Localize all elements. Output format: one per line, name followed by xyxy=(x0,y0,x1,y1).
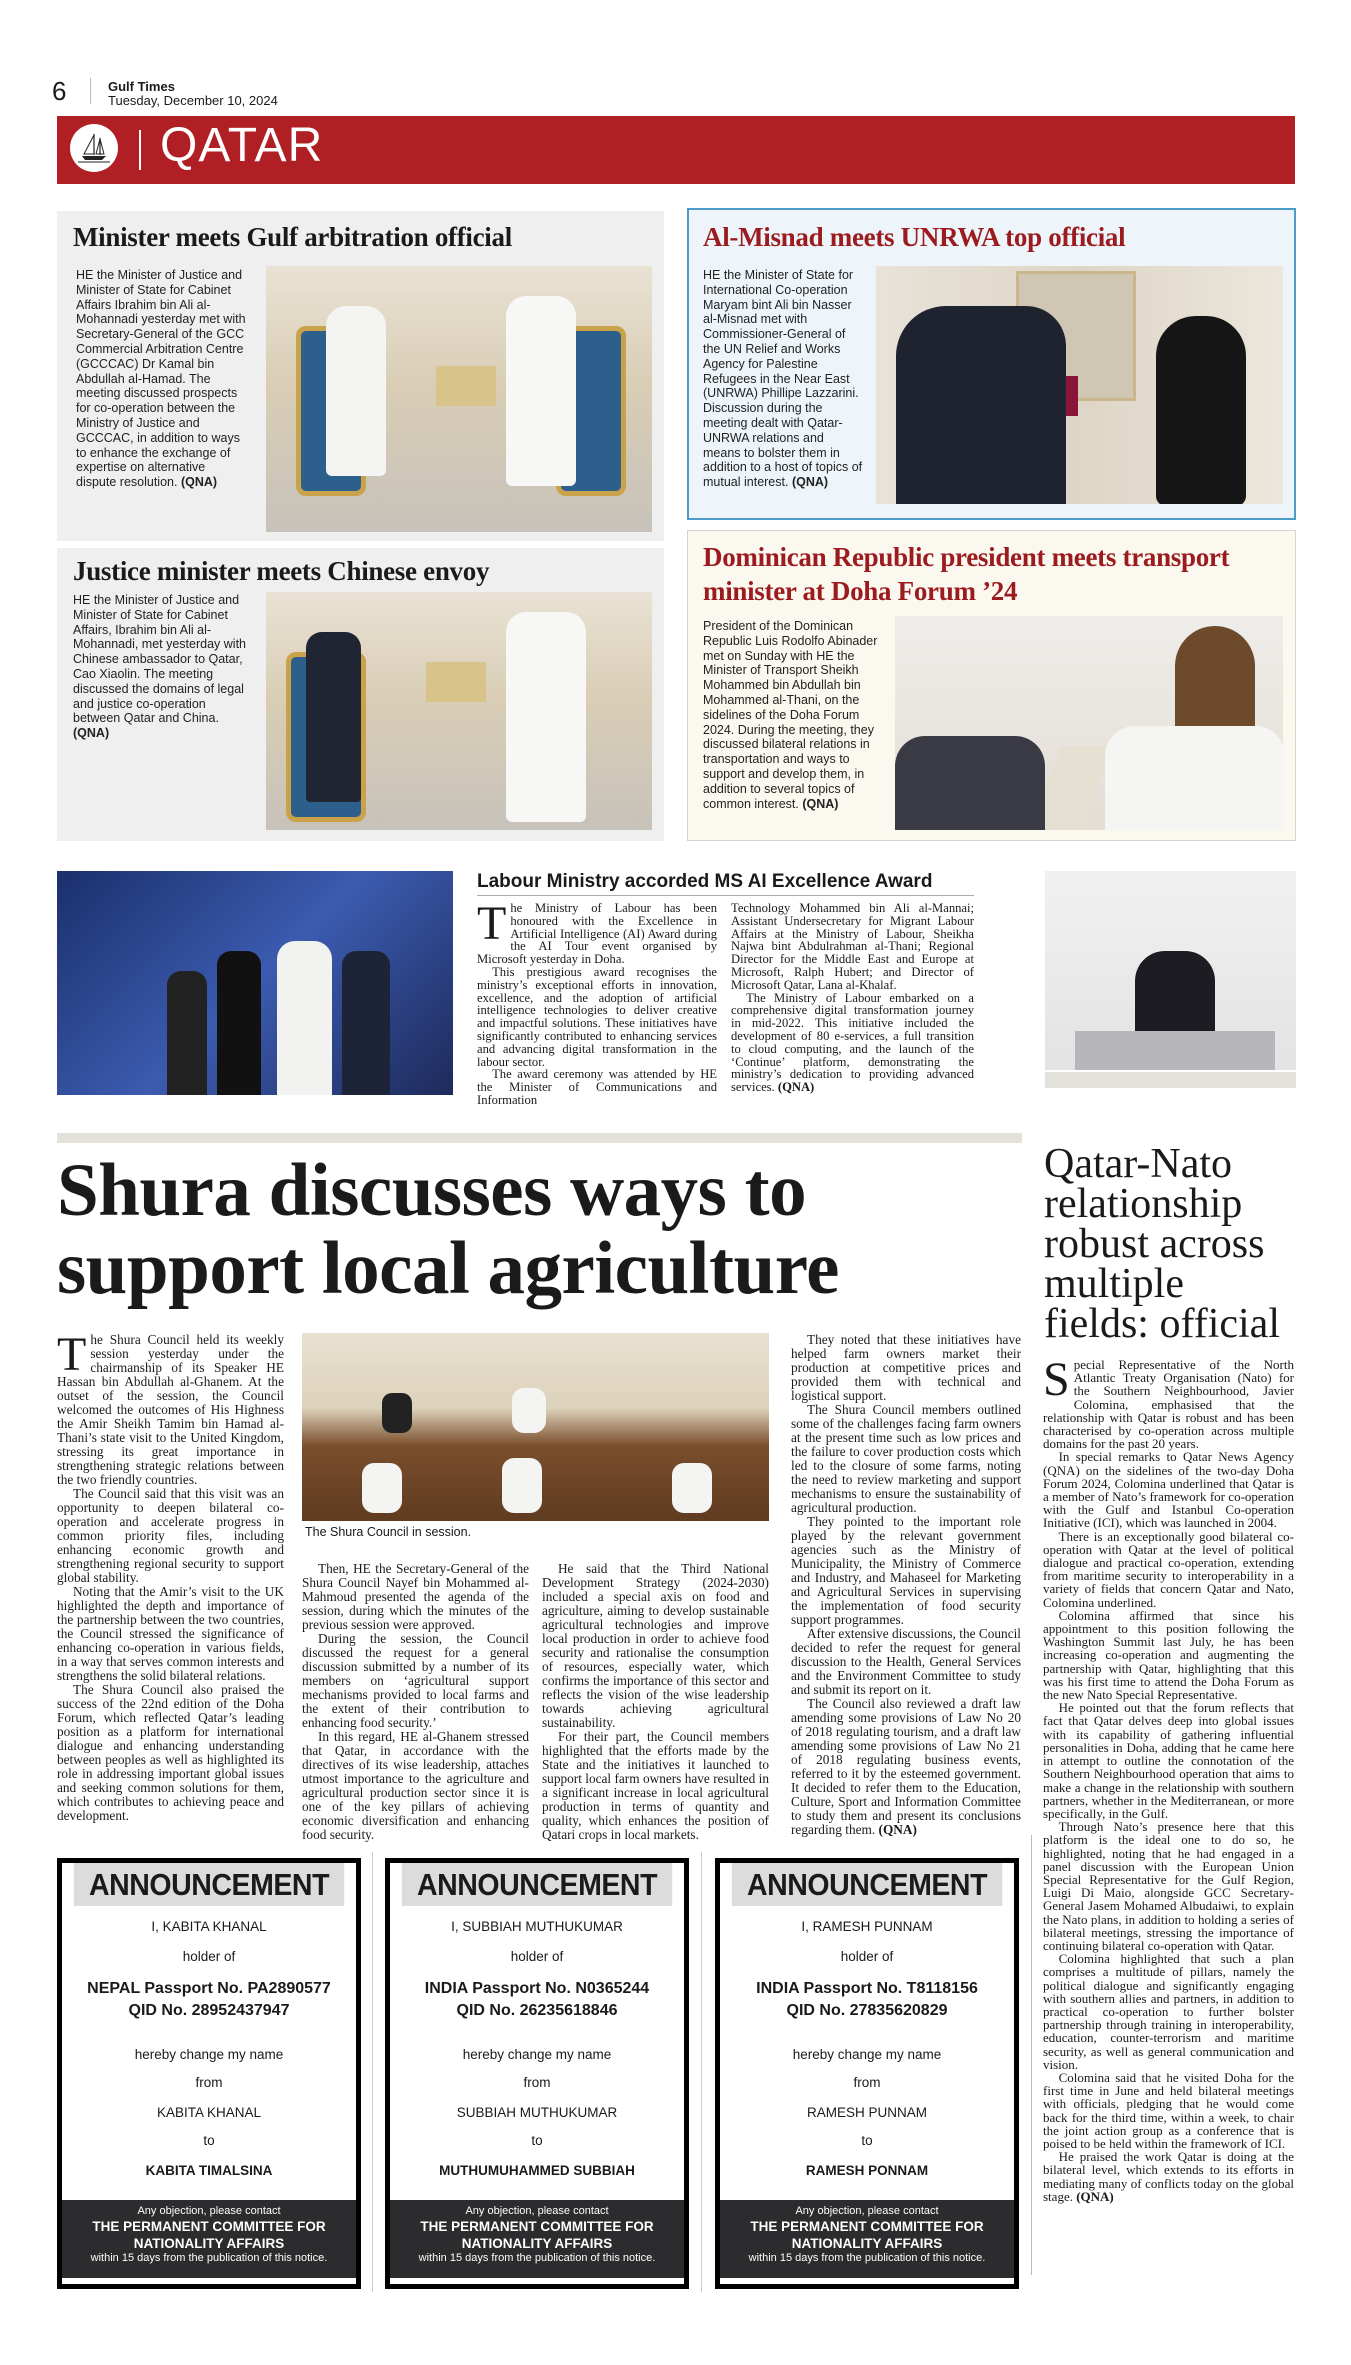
story-body: HE the Minister of Justice and Minister of State for Cabinet Affairs, Ibrahim bin Ali al-Mohannadi, met yesterday with Chinese ambassador to Qatar, Cao Xiaolin. The meeting discussed the domains of legal and justice co-operation between Qatar and China. xyxy=(73,593,247,726)
story-body: HE the Minister of Justice and Minister of State for Cabinet Affairs Ibrahim bin Ali al-Mohannadi yesterday met with Secretary-General of the GCC Commercial Arbitration Centre (GCCCAC) Dr Kamal bin Abdullah al-Hamad. The meeting discussed prospects for co-operation between the Ministry of Justice and GCCCAC, in addition to ways to enhance the exchange of expertise on alternative dispute resolution. xyxy=(76,268,246,490)
ad-footer xyxy=(62,2200,356,2278)
ad-title: ANNOUNCEMENT xyxy=(732,1863,1002,1906)
ad-footer-text: THE PERMANENT COMMITTEE FOR xyxy=(420,2218,654,2234)
paragraph: Then, HE the Secretary-General of the Shura Council Nayef bin Mohammed al-Mahmoud presented the agenda of the session, during which the minutes of the previous session were approved. xyxy=(302,1560,529,1632)
ad-old-name: RAMESH PUNNAM xyxy=(806,2104,927,2120)
story-body: President of the Dominican Republic Luis Rodolfo Abinader met on Sunday with HE the Minister of Transport Sheikh Mohammed bin Abdullah bin Mohammed al-Thani, on the sidelines of the Doha Forum 2024. During the meeting, they discussed bilateral relations in transportation and ways to support and develop them, in addition to several topics of common interest. xyxy=(703,619,878,811)
paragraph: In special remarks to Qatar News Agency (QNA) on the sidelines of the two-day Doha Forum 2024, Colomina underlined that Qatar is a member of Nato’s framework for co-operation with the Gulf and Istanbul Co-operation Initiative (ICI), which was launched in 2004. xyxy=(1043,1449,1294,1531)
ad-text: hereby change my name xyxy=(134,2046,284,2062)
credit: (QNA) xyxy=(1076,2188,1114,2204)
paragraph: They noted that these initiatives have helped farm owners market their production at competitive prices and provided them with technical and logistical support. xyxy=(791,1331,1021,1403)
ad-passport: NEPAL Passport No. PA2890577 xyxy=(87,1979,331,1997)
photo-caption: The Shura Council in session. xyxy=(305,1524,472,1539)
ad-footer-text: within 15 days from the publication of this notice. xyxy=(90,2251,328,2264)
paragraph xyxy=(1043,2150,1294,2203)
photo xyxy=(57,871,453,1095)
ad-text: to xyxy=(861,2132,873,2148)
paragraph xyxy=(731,992,974,1094)
paragraph: The award ceremony was attended by HE the Minister of Communications and Information xyxy=(477,1067,717,1107)
shura-body xyxy=(57,1327,1022,1842)
paragraph: For their part, the Council members highlighted that the efforts made by the State and the initiatives it launched to support local farm owners have resulted in a significant increase in local agricultural production in terms of quantity and quality, which enhances the position of Qatari crops in local markets. xyxy=(542,1728,769,1842)
ad-footer-text: Any objection, please contact xyxy=(795,2204,939,2217)
ad-footer-text: Any objection, please contact xyxy=(137,2204,281,2217)
story-text xyxy=(703,268,863,490)
ad-old-name: KABITA KHANAL xyxy=(156,2104,262,2120)
ad-footer-text: THE PERMANENT COMMITTEE FOR xyxy=(92,2218,326,2234)
photo xyxy=(895,616,1283,830)
ad-footer-text: NATIONALITY AFFAIRS xyxy=(133,2235,285,2251)
paragraph: The Shura Council members outlined some of the challenges facing farm owners at the present time such as low prices and the failure to cover production costs which led to the closure of some farms, noting the need to review marketing and support mechanisms to ensure the sustainability of agricultural production. xyxy=(791,1401,1021,1515)
article-column xyxy=(542,1562,769,1842)
ad-text: from xyxy=(195,2074,223,2090)
divider xyxy=(1045,1072,1296,1088)
announcement-ad xyxy=(385,1858,689,2289)
labour-row xyxy=(57,871,1022,1107)
headline: Dominican Republic president meets transport minister at Doha Forum ’24 xyxy=(703,542,1230,606)
photo xyxy=(266,266,652,532)
ad-footer-text: within 15 days from the publication of this notice. xyxy=(418,2251,656,2264)
paragraph-text: The Council also reviewed a draft law amending some provisions of Law No 20 of 2018 regulating tourism, and a draft law amending some provisions of Law No 21 of 2018 regulating business events, referred to it by the esteemed government. It decided to refer them to the Education, Culture, Sport and Information Committee to study them and present its conclusions regarding them. xyxy=(791,1695,1021,1837)
ad-text: hereby change my name xyxy=(462,2046,612,2062)
paragraph: The Shura Council also praised the success of the 22nd edition of the Doha Forum, which reflected Qatar’s leading position as a platform for international dialogue and enhancing understanding between peoples as well as highlighted its role in addressing important global issues and seeking common solutions for them, which contributes to achieving peace and development. xyxy=(57,1681,284,1823)
article-column xyxy=(302,1562,529,1842)
shura-middle xyxy=(302,1333,769,1842)
ad-footer-text: NATIONALITY AFFAIRS xyxy=(791,2235,943,2251)
headline: Labour Ministry accorded MS AI Excellence Award xyxy=(477,871,933,892)
credit: (QNA) xyxy=(73,726,110,741)
ad-text: to xyxy=(203,2132,215,2148)
ad-text: from xyxy=(853,2074,881,2090)
paragraph: After extensive discussions, the Council decided to refer the request for general discussion to the Health, General Services and the Environment Committee to study and submit its report on it. xyxy=(791,1625,1021,1697)
credit: (QNA) xyxy=(791,475,829,490)
divider xyxy=(139,130,141,170)
divider xyxy=(57,1133,1022,1143)
story-body: HE the Minister of State for International Co-operation Maryam bint Ali bin Nasser al-Misnad met with Commissioner-General of the UN Relief and Works Agency for Palestine Refugees in the Near East (UNRWA) Phillipe Lazzarini. Discussion during the meeting dealt with Qatar-UNRWA relations and means to bolster them in addition to a host of topics of mutual interest. xyxy=(703,268,863,490)
ad-declarant: I, SUBBIAH MUTHUKUMAR xyxy=(451,1918,623,1934)
ad-footer-text: within 15 days from the publication of this notice. xyxy=(748,2251,986,2264)
paragraph: Technology Mohammed bin Ali al-Mannai; Assistant Undersecretary for Migrant Labour Affairs at the Ministry of Labour, Sheikha Najwa bint Abdulrahman al-Thani; Regional Director for the Middle East and Europe at Microsoft, Ralph Hubert; and Director of Microsoft Qatar, Lana al-Khalaf. xyxy=(731,901,974,992)
ad-passport: INDIA Passport No. T8118156 xyxy=(756,1979,978,1997)
ad-text: from xyxy=(523,2074,551,2090)
divider xyxy=(90,78,91,104)
ad-declarant: I, KABITA KHANAL xyxy=(151,1918,267,1934)
issue-date: Tuesday, December 10, 2024 xyxy=(108,93,278,108)
paragraph: During the session, the Council discussed the request for a general discussion submitted by a number of its members on ‘agricultural support mechanisms provided to local farms and the extent of their contribution to enhancing food security.’ xyxy=(302,1630,529,1730)
paragraph: The Shura Council held its weekly session yesterday under the chairmanship of its Speaker HE Hassan bin Abdullah al-Ghanem. At the outset of the session, the Council welcomed the outcomes of His Highness the Amir Sheikh Tamim bin Hamad al-Thani’s state visit to the United Kingdom, stressing its great importance in strengthening strategic relations between the two friendly countries. xyxy=(57,1327,284,1487)
divider xyxy=(477,895,974,896)
divider xyxy=(701,1852,702,2292)
ad-text: to xyxy=(531,2132,543,2148)
ad-declarant: I, RAMESH PUNNAM xyxy=(801,1918,933,1934)
paragraph: This prestigious award recognises the ministry’s exceptional efforts in innovation, excellence, and the adoption of artificial intelligence technologies to deliver creative and impactful solutions. These initiatives have significantly contributed to enhancing services and advancing digital transformation in the labour sector. xyxy=(477,964,717,1069)
headline: Minister meets Gulf arbitration official xyxy=(73,222,512,252)
paragraph: He pointed out that the forum reflects that fact that Qatar delves deep into global issues with its capability of gathering influential personalities in Doha, adding that he came here in attempt to outline the connotation of the Southern Neighbourhood operation that aims to make a change in the relationship with southern partners, whether in the Mediterranean, or more specifically, in the Gulf. xyxy=(1043,1700,1294,1821)
page-number: 6 xyxy=(52,76,67,106)
ad-text: holder of xyxy=(510,1948,564,1964)
newspaper-name: Gulf Times xyxy=(108,79,175,94)
ad-old-name: SUBBIAH MUTHUKUMAR xyxy=(456,2104,618,2120)
ad-footer xyxy=(720,2200,1014,2278)
ad-footer-text: Any objection, please contact xyxy=(465,2204,609,2217)
article-column xyxy=(57,1327,284,1823)
paragraph: They pointed to the important role played by the relevant government agencies such as the Ministry of Municipality, the Ministry of Commerce and Industry, and Mahaseel for Marketing and Agricultural Services in supervising the implementation of food security support programmes. xyxy=(791,1513,1021,1627)
paragraph: Special Representative of the North Atlantic Treaty Organisation (Nato) for the Southern Neighbourhood, Javier Colomina, emphasised that the relationship with Qatar is robust and has been characterised by co-operation across multiple domains for the past 20 years. xyxy=(1043,1353,1294,1452)
article-column xyxy=(477,897,717,1107)
paragraph: Colomina highlighted that such a plan comprises a multitude of pillars, namely the political dialogue and significantly engaging with southern allies and partners, in addition to practical co-operation to further bolster partnership through training in interoperability, education, counter-terrorism and maritime security, as well as general communication and vision. xyxy=(1043,1951,1294,2072)
article-column xyxy=(791,1333,1021,1837)
ad-footer-text: THE PERMANENT COMMITTEE FOR xyxy=(750,2218,984,2234)
ad-new-name: MUTHUMUHAMMED SUBBIAH xyxy=(439,2162,635,2178)
story-labour xyxy=(477,871,974,1107)
credit: (QNA) xyxy=(878,1821,917,1837)
article-column xyxy=(731,902,974,1094)
dhow-logo-icon xyxy=(70,124,118,172)
ad-new-name: RAMESH PONNAM xyxy=(805,2162,929,2178)
ad-footer xyxy=(390,2200,684,2278)
paragraph-text: The Ministry of Labour embarked on a comprehensive digital transformation journey in mid-2022. This initiative included the development of 80 e-services, a full transition to cloud computing, and the launch of the ‘Continue’ platform, demonstrating the ministry’s dedication to providing advanced services. xyxy=(731,990,974,1095)
ad-footer-text: NATIONALITY AFFAIRS xyxy=(461,2235,613,2251)
ad-qid: QID No. 28952437947 xyxy=(128,2001,290,2019)
right-flow xyxy=(1043,871,1296,2203)
ad-new-name: KABITA TIMALSINA xyxy=(145,2162,273,2178)
divider xyxy=(372,1852,373,2292)
paragraph xyxy=(791,1697,1021,1837)
divider xyxy=(1031,1835,1032,2275)
paragraph: The Ministry of Labour has been honoured with the Excellence in Artificial Intelligence (AI) Award during the AI Tour event organised by Microsoft yesterday in Doha. xyxy=(477,897,717,967)
headline: Justice minister meets Chinese envoy xyxy=(73,556,490,586)
ad-passport: INDIA Passport No. N0365244 xyxy=(424,1979,650,1997)
story-text xyxy=(76,268,246,490)
ad-text: holder of xyxy=(840,1948,894,1964)
photo xyxy=(302,1333,769,1521)
article-column xyxy=(1043,1353,1294,2204)
announcement-ad xyxy=(715,1858,1019,2289)
photo xyxy=(876,266,1283,504)
ad-qid: QID No. 27835620829 xyxy=(786,2001,948,2019)
credit: (QNA) xyxy=(802,796,839,811)
paragraph: There is an exceptionally good bilateral co-operation with Qatar at the level of political dialogue and practical co-operation, extending from maritime security to interoperability in a variety of fields that concern Qatar and Nato, Colomina underlined. xyxy=(1043,1528,1294,1610)
ad-qid: QID No. 26235618846 xyxy=(456,2001,618,2019)
ads-row xyxy=(57,1858,1022,2289)
ad-text: holder of xyxy=(182,1948,236,1964)
photo xyxy=(266,592,652,830)
photo xyxy=(1045,871,1296,1070)
paragraph: He said that the Third National Development Strategy (2024-2030) included a special axis on food and agriculture, aiming to develop sustainable agricultural technologies and improve local production in order to achieve food security and rationalise the consumption of resources, especially water, which confirms the importance of this sector and reflects the vision of the wise leadership towards achieving agricultural sustainability. xyxy=(542,1560,769,1730)
ad-text: hereby change my name xyxy=(792,2046,942,2062)
left-flow xyxy=(57,871,1022,2289)
paragraph: In this regard, HE al-Ghanem stressed that Qatar, in accordance with the directives of its wise leadership, attaches utmost importance to the agriculture and agricultural production sector since it is one of the key pillars of achieving economic diversification and enhancing food security. xyxy=(302,1728,529,1842)
credit: (QNA) xyxy=(180,475,218,490)
paragraph: Through Nato’s presence here that this platform is the ideal one to do so, he highlighted, noting that he had engaged in a panel discussion with the European Union Special Representative for the Gulf Region, Luigi Di Maio, alongside GCC Secretary-General Jasem Mohamed Albudaiwi, to explain the Nato plans, in addition to holding a series of bilateral meetings, stressing the importance of continuing bilateral co-operation with Qatar. xyxy=(1043,1819,1294,1953)
paragraph-text: He praised the work Qatar is doing at the bilateral level, which extends to its efforts in mediating many of conflicts today on the global stage. xyxy=(1043,2149,1294,2204)
ad-title: ANNOUNCEMENT xyxy=(402,1863,672,1906)
headline: Al-Misnad meets UNRWA top official xyxy=(703,222,1126,252)
paragraph: Colomina said that he visited Doha for the first time in June and held bilateral meetings with officials, pledging that he would come back for the third time, within a week, to chair the joint action group as a conference that is poised to be held within the framework of ICI. xyxy=(1043,2069,1294,2151)
headline: Shura discusses ways to support local agriculture xyxy=(57,1148,839,1310)
credit: (QNA) xyxy=(777,1080,815,1095)
story-text xyxy=(73,593,249,741)
announcement-ad xyxy=(57,1858,361,2289)
story-text xyxy=(703,619,883,811)
section-title: QATAR xyxy=(160,119,324,172)
ad-title: ANNOUNCEMENT xyxy=(74,1863,344,1906)
headline: Qatar-Nato relationship robust across multiple fields: official xyxy=(1044,1141,1280,1347)
paragraph: The Council said that this visit was an opportunity to deepen bilateral co-operation and accelerate progress in common priority files, including enhancing economic growth and strengthening regional security to support global stability. xyxy=(57,1485,284,1585)
paragraph: Colomina affirmed that since his appointment to this position following the Washington Summit last July, he has been increasing co-operation and augmenting the partnership with Qatar, highlighting that this was his first time to attend the Doha Forum as the new Nato Special Representative. xyxy=(1043,1607,1294,1703)
paragraph: Noting that the Amir’s visit to the UK highlighted the depth and importance of the partnership between the two countries, the Council stressed the significance of enhancing co-operation in various fields, in a way that serves common interests and strengthens the solid bilateral relations. xyxy=(57,1583,284,1683)
